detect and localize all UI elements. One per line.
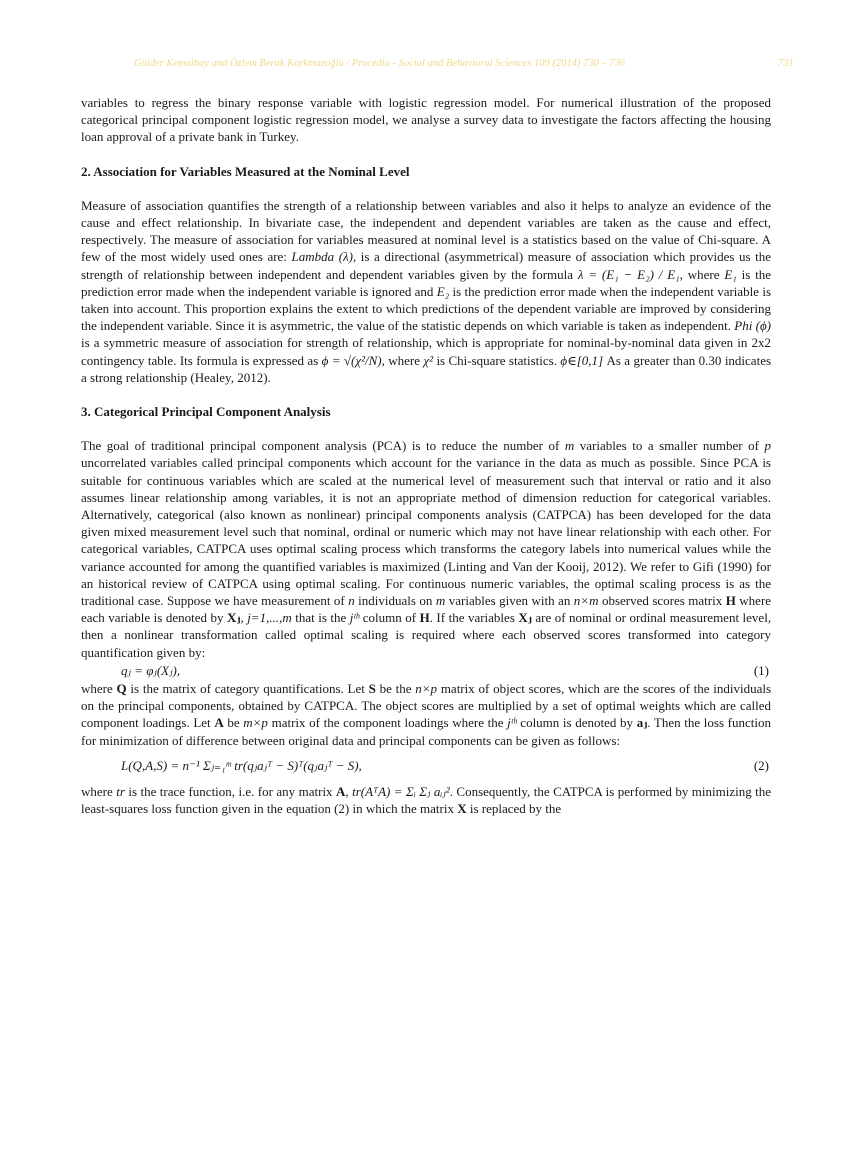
article-body [81, 94, 771, 817]
phi-range: ϕ∈[0,1] [560, 352, 604, 368]
equation-1 [81, 661, 771, 680]
section-3-paragraph-2 [81, 680, 771, 749]
matrix-a: A [214, 715, 224, 731]
text-run: variables given with an [448, 593, 571, 609]
section-3-title: 3. Categorical Principal Component Analysis [81, 404, 331, 420]
text-run: is the prediction error made when the independent variable is ignored and [81, 266, 772, 299]
section-2-paragraph [81, 197, 771, 386]
journal-citation: Gülder Kemalbay and Özlem Berak Korkmazoğlu / Procedia - Social and Behavioral Sciences 109 (2014) 730 – 736 [134, 58, 625, 69]
j-th-symbol: jᵗʰ [507, 715, 517, 731]
m-symbol: m [564, 438, 575, 454]
equation-2-body: L(Q,A,S) = n⁻¹ Σⱼ₌₁ᵐ tr(qⱼaⱼᵀ − S)ᵀ(qⱼaⱼᵀ − S), [121, 757, 362, 773]
section-3-paragraph-3 [81, 783, 771, 817]
lambda-name: Lambda [291, 249, 335, 265]
text-run: that is the [295, 610, 347, 626]
j-range: j=1,...,m [247, 610, 292, 626]
text-run: column of [362, 610, 417, 626]
section-3-paragraph-1 [81, 437, 771, 661]
text-run: column is denoted by [520, 715, 634, 731]
variable-xj: Xⱼ [518, 610, 532, 626]
matrix-s: S [368, 680, 376, 696]
text-run: where [81, 680, 113, 696]
equation-2-number: (2) [753, 757, 769, 773]
matrix-h: H [725, 593, 736, 609]
text-run: . Consequently, the CATPCA is performed by minimizing the least-squares loss function given in the equation (2) in which the matrix [81, 783, 772, 816]
equation-2 [81, 749, 771, 783]
text-run: uncorrelated variables called principal components which account for the variance in the data as much as possible. Since PCA is suitable for continuous variables which are scaled at the numerical level of measurement such that interval or ratio and it also assumes linear relationship among variables, it is not an appropriate method of dimension reduction for categorical variables. Alternatively, categorical (also known as nonlinear) principal components analysis (CATPCA) has been developed for the data given mixed measurement level such that nominal, ordinal or numeric which may not have linear relationship with each other. For categorical variables, CATPCA uses optimal scaling process which transforms the category labels into numerical values while the variance accounted for among the quantified variables is maximized (Linting and Van der Kooij, 2012). We refer to Gifi (1990) for an historical review of CATPCA using optimal scaling. For continuous numeric variables, the optimal scaling process is as the traditional case. Suppose we have measurement of [81, 455, 771, 609]
matrix-x: X [457, 800, 467, 816]
text-run: is the prediction error made when the independent variable is taken into account. This proportion explains the extent to which predictions of the dependent variable are improved by considering the independent variable. Since it is asymmetric, the value of the statistic depends on which variable is taken as independent. [81, 283, 772, 334]
text-run: are of nominal or ordinal measurement level, then a nonlinear transformation called optimal scaling is required where each observed scores transformed into category quantification given by: [81, 610, 772, 660]
text-run: is Chi-square statistics. [436, 352, 557, 368]
text-run: individuals on [358, 593, 433, 609]
e1-symbol: E₁ [724, 266, 737, 282]
phi-formula: ϕ = √(χ²/N) [321, 352, 382, 368]
text-run: The goal of traditional principal component analysis (PCA) is to reduce the number of [81, 438, 560, 454]
lambda-symbol: (λ) [338, 249, 353, 265]
text-run: , where [381, 352, 421, 368]
text-run: is the matrix of category quantifications. Let [130, 680, 365, 696]
phi-name: Phi [734, 318, 753, 334]
equation-1-number: (1) [753, 662, 769, 678]
variable-xj: Xⱼ [226, 610, 241, 626]
text-run: Measure of association quantifies the strength of a relationship between variables and also it helps to analyze an evidence of the cause and effect relationship. In bivariate case, the independent and dependent variables are taken as the cause and effect, respectively. The measure of association for variables measured at nominal level is a statistics based on the value of Chi-square. A few of the most widely used ones are: [81, 197, 771, 265]
intro-text: variables to regress the binary response variable with logistic regression model. For numerical illustration of the proposed categorical principal component logistic regression model, we analyse a survey data to investigate the factors affecting the housing loan approval of a private bank in Turkey. [81, 95, 771, 145]
vector-aj: aⱼ [636, 715, 648, 731]
lambda-formula: λ = (E₁ − E₂) / E₁ [577, 266, 680, 282]
page-number: 731 [778, 58, 794, 69]
text-run: be the [379, 680, 412, 696]
trace-formula: tr(AᵀA) = Σᵢ Σⱼ aᵢⱼ² [352, 783, 450, 799]
p-symbol: p [764, 438, 772, 454]
intro-paragraph [81, 94, 771, 146]
text-run: matrix of object scores, which are the scores of the individuals on the principal components, obtained by CATPCA. The object scores are multiplied by a set of optimal weights which are called component loadings. Let [81, 680, 772, 731]
text-run: observed scores matrix [601, 593, 723, 609]
j-th-symbol: jᵗʰ [349, 610, 360, 626]
text-run: is the trace function, i.e. for any matrix [128, 783, 333, 799]
e2-symbol: E₂ [436, 283, 450, 299]
m-symbol: m [435, 593, 446, 609]
text-run: , [240, 610, 244, 626]
text-run: As a greater than 0.30 indicates a strong relationship (Healey, 2012). [81, 352, 772, 385]
chi-square-symbol: χ² [423, 352, 434, 368]
text-run: be [227, 715, 240, 731]
text-run: , where [679, 266, 720, 282]
text-run: is replaced by the [469, 800, 562, 816]
text-run: where [81, 783, 113, 799]
text-run: , is a directional (asymmetrical) measure of association which provides us the strength of relationship between independent and dependent variables given by the formula [81, 249, 771, 282]
text-run: where each variable is denoted by [81, 593, 772, 626]
text-run: matrix of the component loadings where the [271, 715, 504, 731]
matrix-q: Q [116, 680, 127, 696]
matrix-a: A [336, 783, 346, 799]
text-run: . If the variables [429, 610, 515, 626]
text-run: . Then the loss function for minimization of difference between original data and principal components can be given as follows: [81, 715, 771, 748]
text-run: is a symmetric measure of association for strength of relationship, which is appropriate for nominal-by-nominal data given in 2x2 contingency table. Its formula is expressed as [81, 335, 771, 368]
n-by-m-symbol: n×m [573, 593, 599, 609]
text-run: variables to a smaller number of [579, 438, 759, 454]
n-symbol: n [348, 593, 355, 609]
phi-symbol: (ϕ) [755, 318, 771, 334]
equation-1-body: qⱼ = φⱼ(Xⱼ), [121, 662, 181, 678]
section-2-title: 2. Association for Variables Measured at the Nominal Level [81, 163, 410, 179]
n-by-p-symbol: n×p [415, 680, 438, 696]
text-run: , [345, 783, 349, 799]
matrix-h: H [419, 610, 430, 626]
m-by-p-symbol: m×p [243, 715, 268, 731]
trace-symbol: tr [116, 783, 125, 799]
